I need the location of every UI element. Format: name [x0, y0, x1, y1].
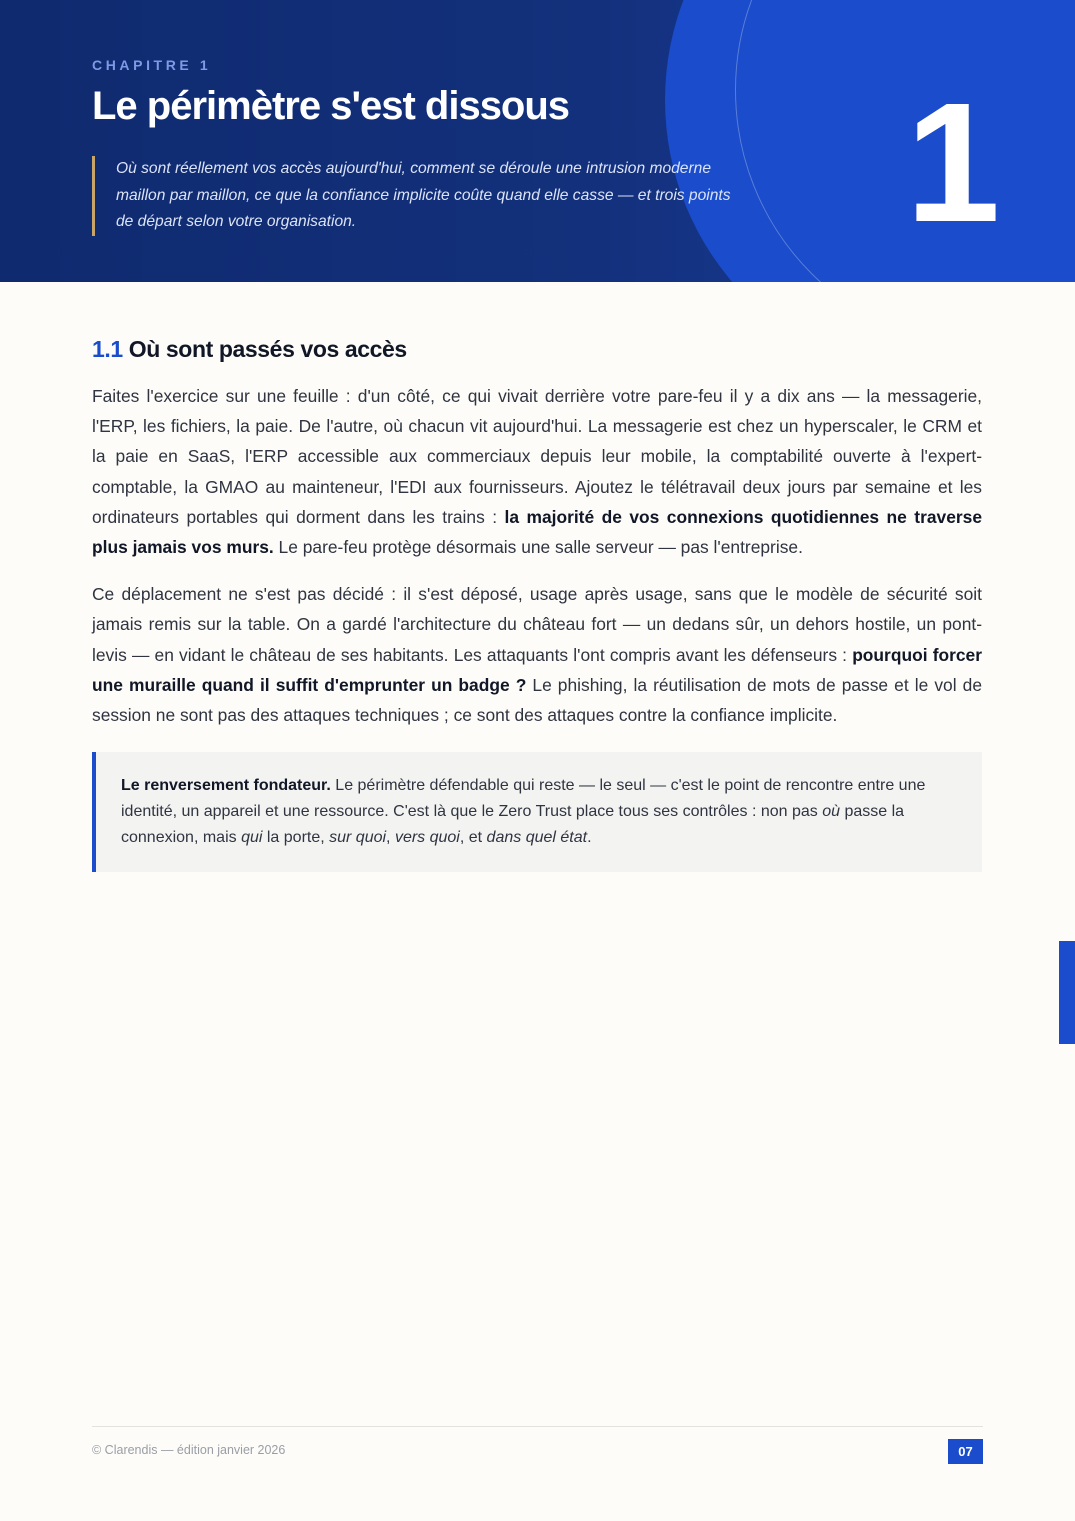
section-title-text: Où sont passés vos accès — [128, 336, 407, 362]
callout-emphasis: où — [822, 803, 841, 821]
main-content — [92, 336, 982, 872]
callout-heading: Le renversement fondateur. — [121, 777, 331, 795]
callout-emphasis: sur quoi — [329, 829, 387, 847]
callout-box — [92, 752, 982, 872]
paragraph — [92, 381, 982, 562]
callout-text: , — [386, 829, 395, 847]
callout-text: Le périmètre défendable qui reste — le seul — c'est le point de rencontre entre une identité, un appareil et une ressource. C'est là que le Zero Trust place tous ses contrôles : non pas — [121, 777, 926, 821]
page-number-badge: 07 — [948, 1439, 983, 1464]
callout-emphasis: dans quel état — [486, 829, 588, 847]
paragraph-text: Le pare-feu protège désormais une salle serveur — pas l'entreprise. — [273, 537, 803, 558]
callout-emphasis: qui — [241, 829, 263, 847]
callout-text: passe la connexion, mais — [121, 803, 905, 847]
paragraph-text: Ce déplacement ne s'est pas décidé : il s'est déposé, usage après usage, sans que le modèle de sécurité soit jamais remis sur la table. On a gardé l'architecture du château fort — un dedans sûr, un dehors hostile, un pont-levis — en vidant le château de ses habitants. Les attaquants l'ont compris avant les défenseurs : — [92, 584, 982, 665]
footer-divider — [92, 1426, 983, 1427]
paragraph — [92, 579, 982, 730]
chapter-label: CHAPITRE 1 — [92, 57, 212, 73]
chapter-lede: Où sont réellement vos accès aujourd'hui, comment se déroule une intrusion moderne maillon par maillon, ce que la confiance implicite coûte quand elle casse — et trois points de départ selon votre organisation. — [92, 156, 746, 236]
callout-emphasis: vers quoi — [394, 829, 460, 847]
paragraph-text: Le phishing, la réutilisation de mots de passe et le vol de session ne sont pas des attaques techniques ; ce sont des attaques contre la confiance implicite. — [92, 674, 982, 726]
callout-text: , et — [459, 829, 487, 847]
chapter-title: Le périmètre s'est dissous — [92, 84, 570, 128]
callout-text: la porte, — [262, 829, 330, 847]
chapter-hero — [0, 0, 1075, 282]
paragraph-emphasis: la majorité de vos connexions quotidiennes ne traverse plus jamais vos murs. — [92, 506, 982, 558]
paragraph-text: Faites l'exercice sur une feuille : d'un côté, ce qui vivait derrière votre pare-feu il y a dix ans — la messagerie, l'ERP, les fichiers, la paie. De l'autre, où chacun vit aujourd'hui. La messagerie est chez un hyperscaler, le CRM et la paie en SaaS, l'ERP accessible aux commerciaux depuis leur mobile, la comptabilité ouverte à l'expert-comptable, la GMAO au mainteneur, l'EDI aux fournisseurs. Ajoutez le télétravail deux jours par semaine et les ordinateurs portables qui dorment dans les trains : — [92, 386, 982, 527]
section-number: 1.1 — [92, 336, 123, 362]
chapter-number: 1 — [905, 68, 995, 258]
paragraph-emphasis: pourquoi forcer une muraille quand il suffit d'emprunter un badge ? — [92, 644, 982, 695]
section-title — [92, 336, 982, 363]
callout-text: . — [587, 829, 592, 847]
footer-copyright: © Clarendis — édition janvier 2026 — [92, 1443, 286, 1457]
chapter-side-tab — [1059, 941, 1075, 1044]
